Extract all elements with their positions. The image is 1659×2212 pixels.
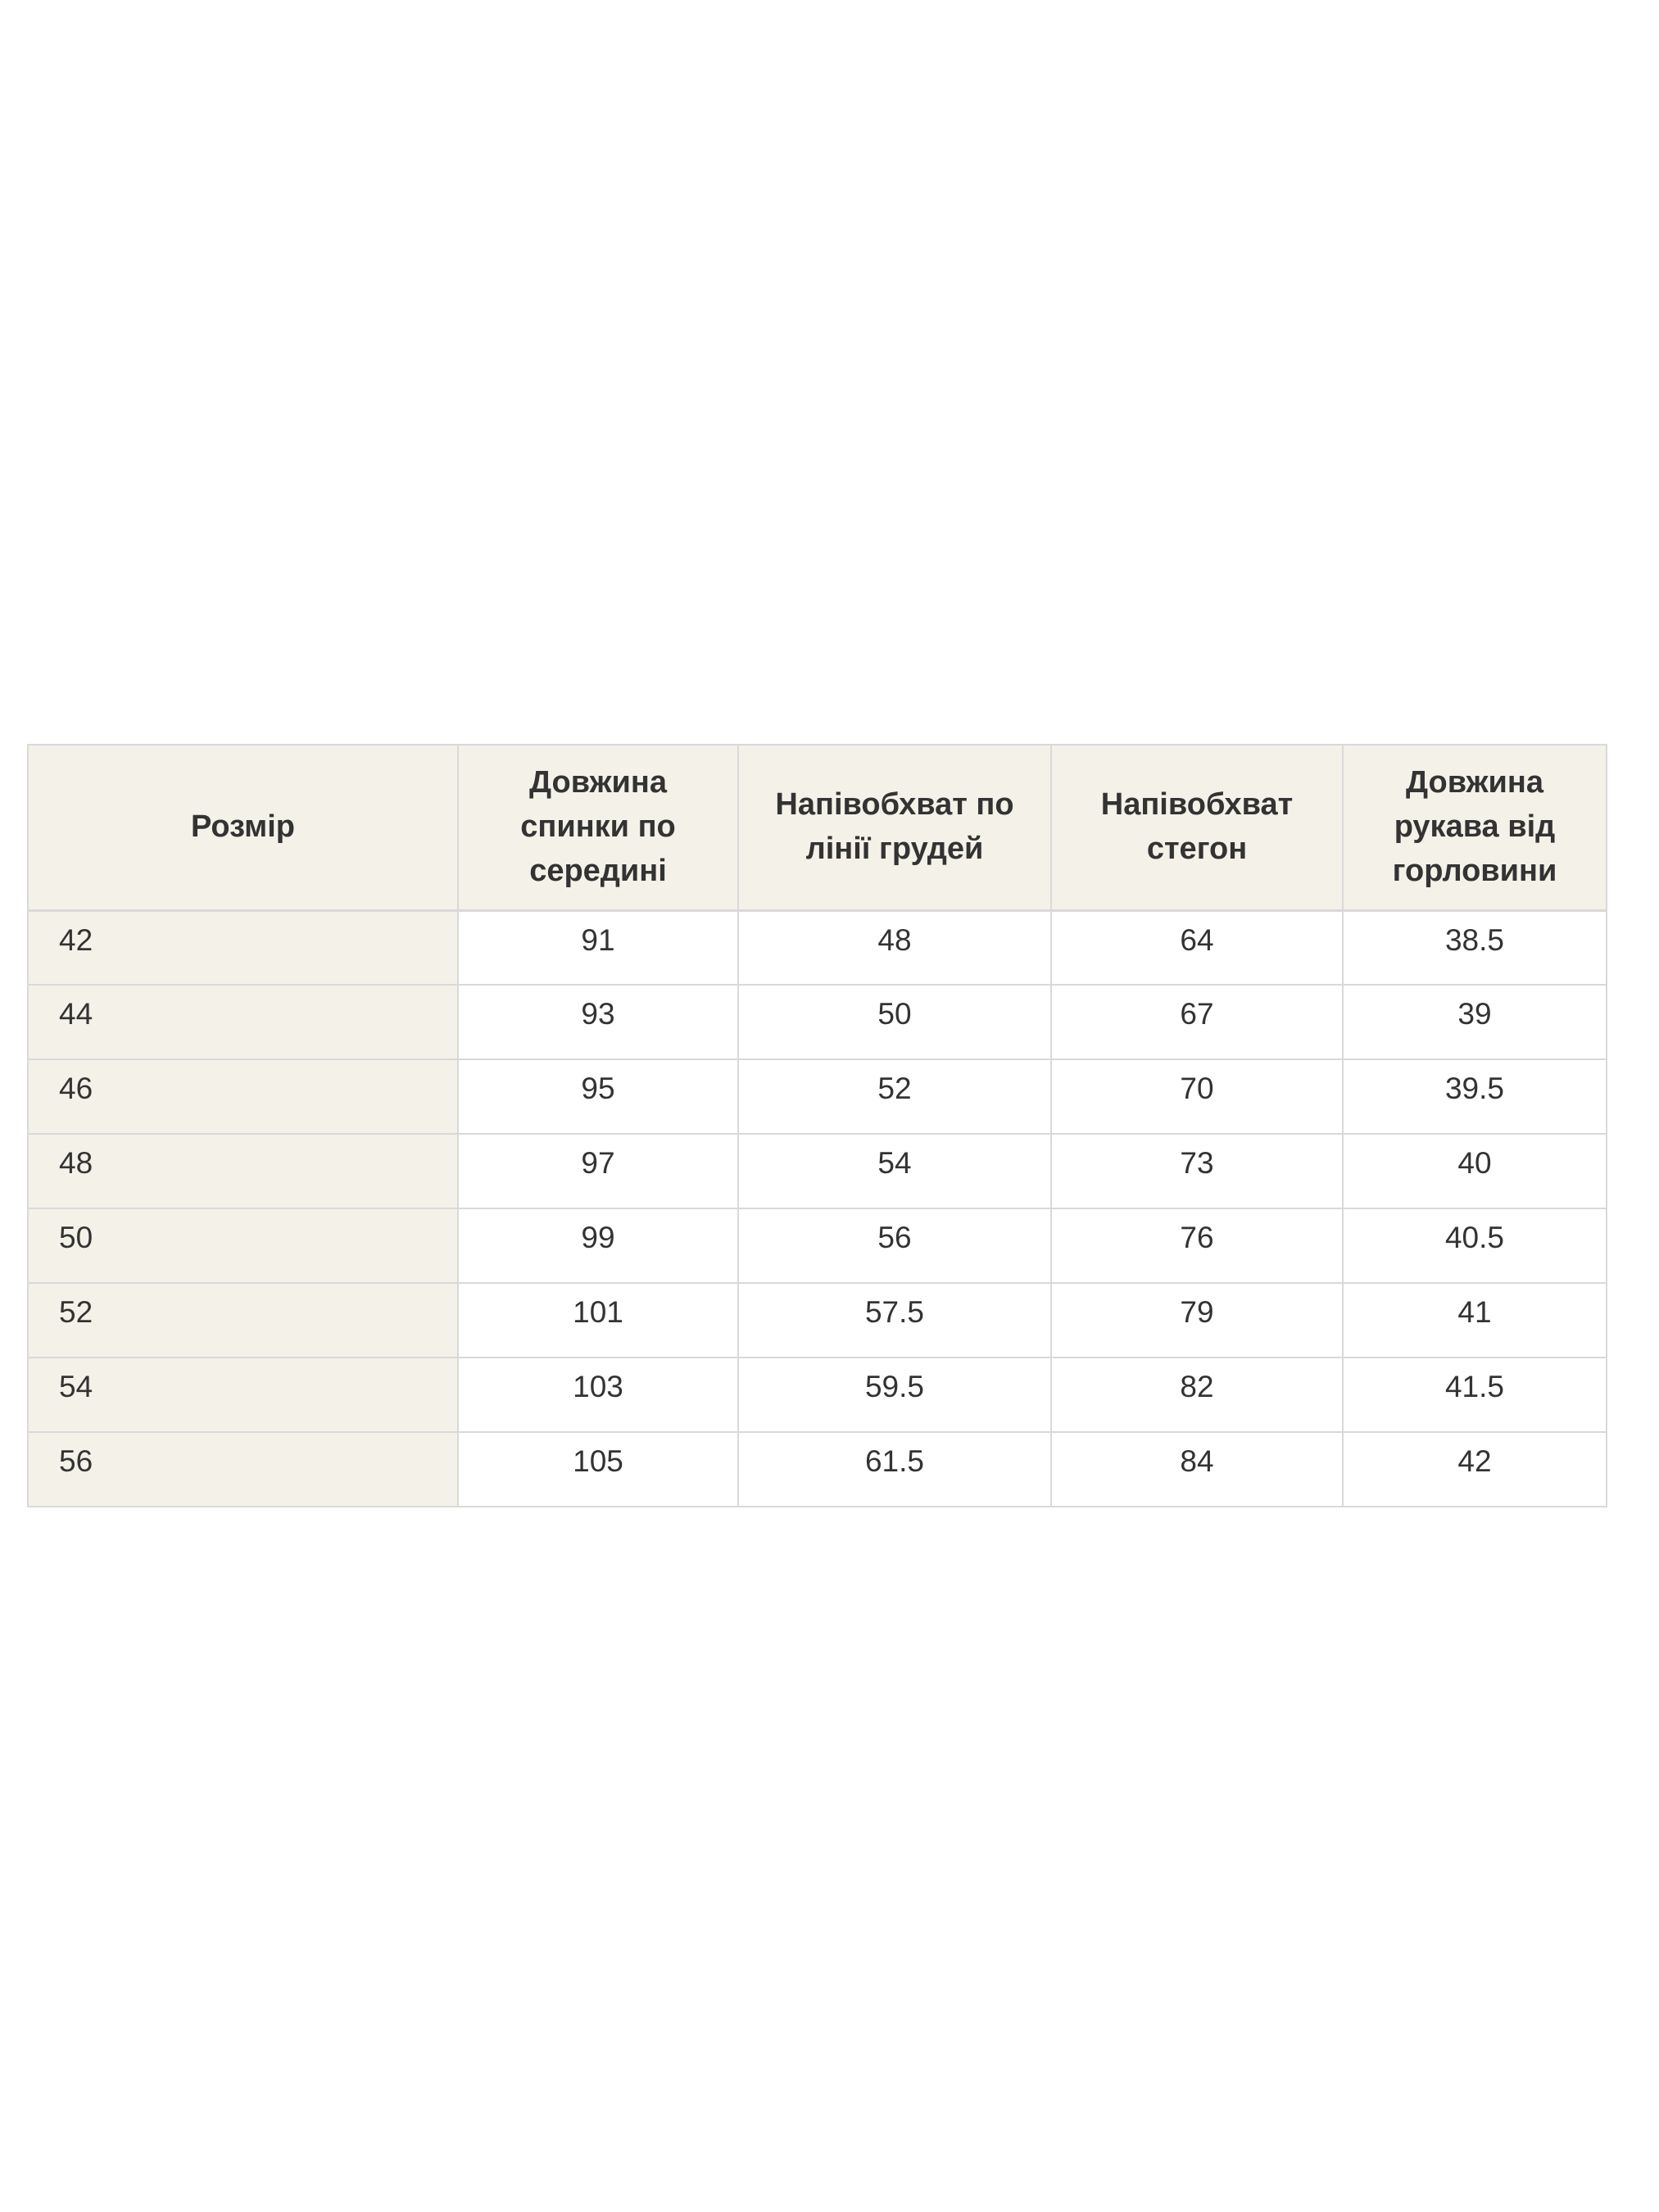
table-row <box>28 1208 1607 1283</box>
column-header-half-chest: Напівобхват по лінії грудей <box>738 745 1051 910</box>
size-cell: 54 <box>28 1358 458 1432</box>
size-cell: 42 <box>28 910 458 985</box>
value-cell: 93 <box>458 985 738 1059</box>
header-row <box>28 745 1607 910</box>
value-cell: 105 <box>458 1432 738 1507</box>
value-cell: 50 <box>738 985 1051 1059</box>
value-cell: 56 <box>738 1208 1051 1283</box>
value-cell: 103 <box>458 1358 738 1432</box>
value-cell: 38.5 <box>1343 910 1607 985</box>
value-cell: 41 <box>1343 1283 1607 1358</box>
size-cell: 44 <box>28 985 458 1059</box>
size-cell: 46 <box>28 1059 458 1134</box>
value-cell: 84 <box>1051 1432 1343 1507</box>
size-cell: 50 <box>28 1208 458 1283</box>
column-header-sleeve-length: Довжина рукава від горловини <box>1343 745 1607 910</box>
size-chart-header <box>28 745 1607 910</box>
table-row <box>28 1358 1607 1432</box>
table-row <box>28 1432 1607 1507</box>
value-cell: 59.5 <box>738 1358 1051 1432</box>
value-cell: 61.5 <box>738 1432 1051 1507</box>
size-cell: 48 <box>28 1134 458 1208</box>
value-cell: 42 <box>1343 1432 1607 1507</box>
size-cell: 52 <box>28 1283 458 1358</box>
value-cell: 39 <box>1343 985 1607 1059</box>
value-cell: 99 <box>458 1208 738 1283</box>
column-header-back-length: Довжина спинки по середині <box>458 745 738 910</box>
column-header-size: Розмір <box>28 745 458 910</box>
value-cell: 82 <box>1051 1358 1343 1432</box>
value-cell: 64 <box>1051 910 1343 985</box>
table-row <box>28 985 1607 1059</box>
value-cell: 54 <box>738 1134 1051 1208</box>
value-cell: 57.5 <box>738 1283 1051 1358</box>
value-cell: 91 <box>458 910 738 985</box>
value-cell: 67 <box>1051 985 1343 1059</box>
table-row <box>28 1134 1607 1208</box>
size-chart-body <box>28 910 1607 1507</box>
table-row <box>28 1059 1607 1134</box>
value-cell: 40 <box>1343 1134 1607 1208</box>
table-row <box>28 910 1607 985</box>
value-cell: 97 <box>458 1134 738 1208</box>
size-chart-table <box>27 744 1607 1507</box>
value-cell: 48 <box>738 910 1051 985</box>
value-cell: 101 <box>458 1283 738 1358</box>
column-header-half-hip: Напівобхват стегон <box>1051 745 1343 910</box>
table-row <box>28 1283 1607 1358</box>
size-cell: 56 <box>28 1432 458 1507</box>
value-cell: 76 <box>1051 1208 1343 1283</box>
value-cell: 73 <box>1051 1134 1343 1208</box>
value-cell: 41.5 <box>1343 1358 1607 1432</box>
value-cell: 79 <box>1051 1283 1343 1358</box>
value-cell: 70 <box>1051 1059 1343 1134</box>
value-cell: 40.5 <box>1343 1208 1607 1283</box>
value-cell: 95 <box>458 1059 738 1134</box>
value-cell: 52 <box>738 1059 1051 1134</box>
value-cell: 39.5 <box>1343 1059 1607 1134</box>
